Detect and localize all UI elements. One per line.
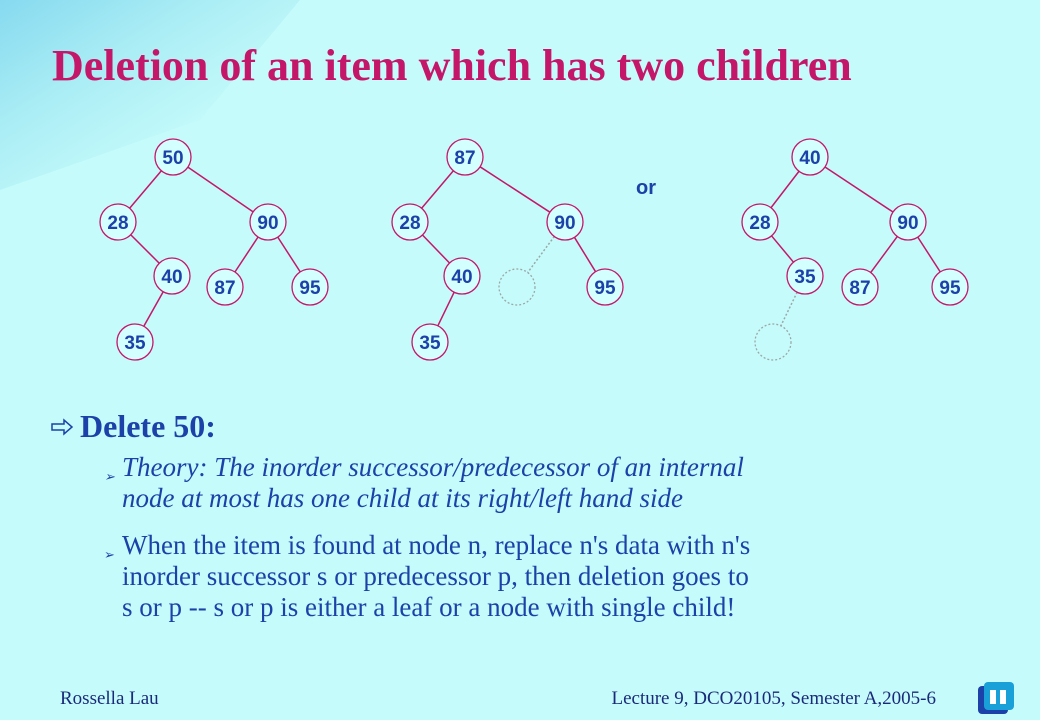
tree-edge xyxy=(422,235,449,263)
empty-tree-node xyxy=(499,269,535,305)
empty-tree-node xyxy=(755,324,791,360)
sub-bullet-theory xyxy=(104,452,1004,514)
tree-edge xyxy=(772,236,794,262)
or-label: or xyxy=(636,177,656,199)
tree-edge xyxy=(771,171,799,207)
tree-node-value: 28 xyxy=(399,213,421,234)
tree-edge xyxy=(144,292,163,327)
tree-node-value: 90 xyxy=(257,213,279,234)
tree-node-value: 90 xyxy=(897,213,919,234)
tree-edge xyxy=(278,237,300,272)
tree-node-value: 40 xyxy=(799,148,821,169)
tree-node-value: 87 xyxy=(214,278,236,299)
tree-edge xyxy=(438,292,454,326)
tree-node-value: 35 xyxy=(124,333,146,354)
tree-node-value: 50 xyxy=(162,148,184,169)
tree-node-value: 87 xyxy=(454,148,476,169)
tree-node-value: 28 xyxy=(107,213,129,234)
tree-edge xyxy=(480,167,550,212)
tree-edge xyxy=(781,292,797,326)
binary-tree-1 xyxy=(100,139,328,360)
hollow-arrow-bullet-icon xyxy=(50,417,80,437)
tree-edge xyxy=(422,171,454,209)
tree-node-value: 95 xyxy=(299,278,321,299)
tree-edge xyxy=(235,237,258,272)
sub-bullet-line: node at most has one child at its right/left hand side xyxy=(122,483,683,513)
main-bullet xyxy=(50,408,216,445)
tree-node-value: 35 xyxy=(419,333,441,354)
sub-bullet-line: Theory: The inorder successor/predecessor of an internal xyxy=(122,452,744,482)
tree-node-value: 95 xyxy=(594,278,616,299)
tree-edge xyxy=(528,236,555,272)
tree-node-value: 90 xyxy=(554,213,576,234)
sub-bullet-line: When the item is found at node n, replace n's data with n's xyxy=(122,530,751,560)
footer-course: Lecture 9, DCO20105, Semester A,2005-6 xyxy=(611,688,936,709)
tree-node-value: 28 xyxy=(749,213,771,234)
tree-edge xyxy=(188,167,253,212)
tree-edge xyxy=(825,167,893,212)
tree-edge xyxy=(130,171,162,209)
tree-edge xyxy=(574,237,595,271)
tree-edge xyxy=(131,235,160,264)
main-bullet-text: Delete 50: xyxy=(80,408,216,444)
footer-author: Rossella Lau xyxy=(60,688,159,709)
university-logo-icon xyxy=(974,680,1018,720)
tree-edge xyxy=(871,236,898,272)
tree-node-value: 87 xyxy=(849,278,871,299)
arrowhead-bullet-icon: ➢ xyxy=(104,469,115,484)
arrowhead-bullet-icon: ➢ xyxy=(104,547,115,562)
tree-node-value: 35 xyxy=(794,267,816,288)
binary-tree-3 xyxy=(742,139,968,360)
tree-node-value: 95 xyxy=(939,278,961,299)
binary-tree-2 xyxy=(392,139,623,360)
sub-bullet-line: s or p -- s or p is either a leaf or a node with single child! xyxy=(122,592,736,622)
sub-bullet-line: inorder successor s or predecessor p, then deletion goes to xyxy=(122,561,749,591)
tree-node-value: 40 xyxy=(451,267,473,288)
slide-title: Deletion of an item which has two children xyxy=(52,41,852,90)
tree-edge xyxy=(918,237,940,272)
sub-bullet-procedure xyxy=(104,530,1004,623)
tree-node-value: 40 xyxy=(161,267,183,288)
